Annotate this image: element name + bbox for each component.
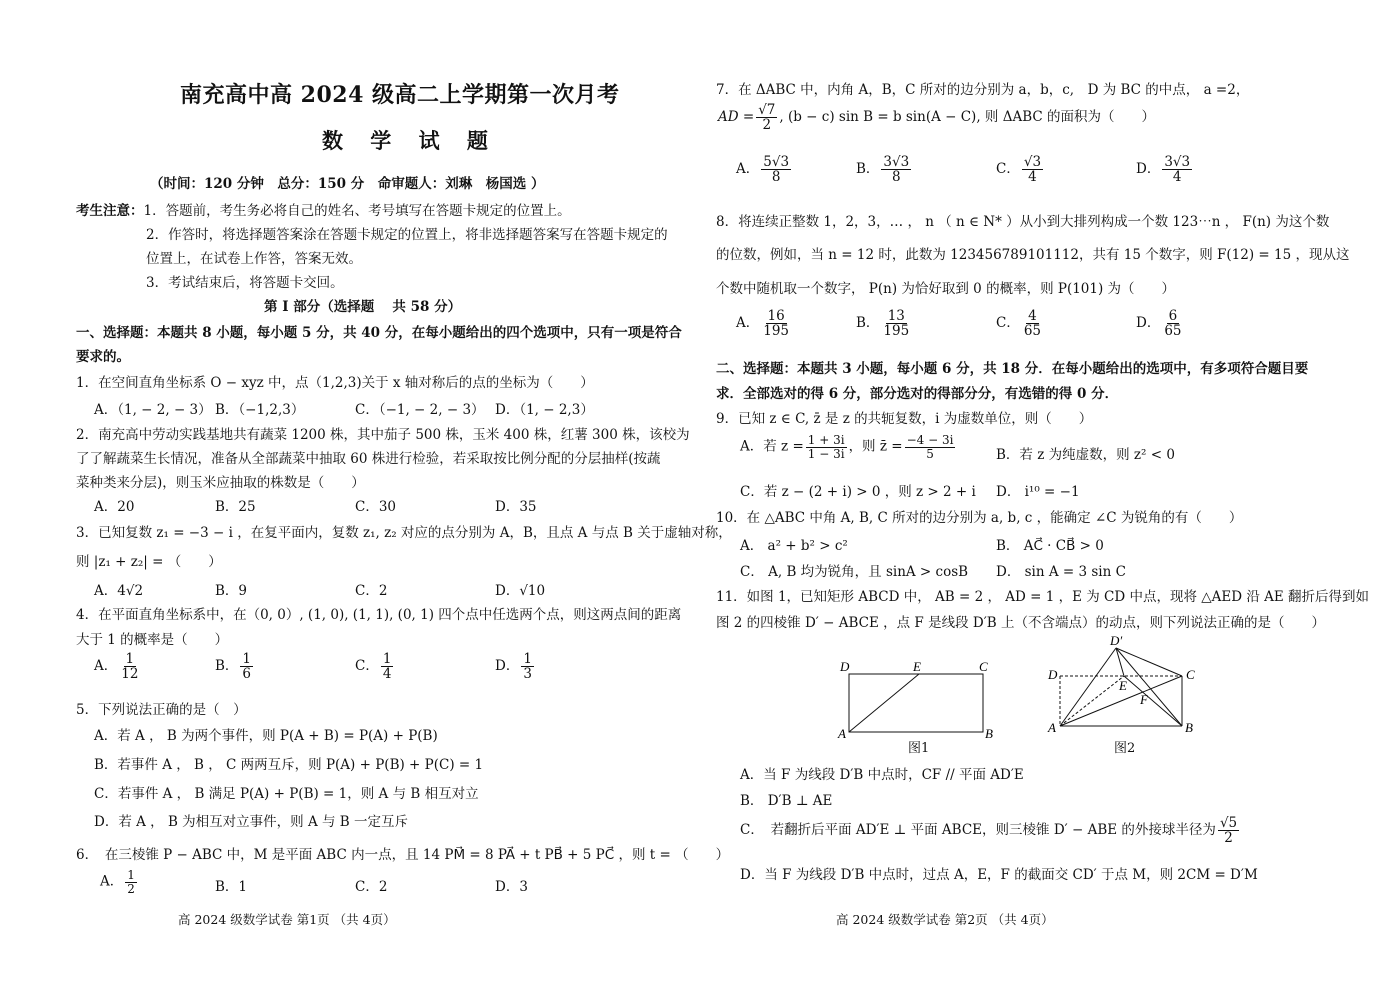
q7-option-d-num: 3√3 bbox=[1164, 154, 1191, 170]
q8-option-d-num: 6 bbox=[1168, 308, 1178, 324]
q5-option-c: C．若事件 A ， B 满足 P(A) + P(B) = 1，则 A 与 B 相互对立 bbox=[94, 786, 479, 802]
q3-option-a: A．4√2 bbox=[94, 583, 144, 599]
q4-option-b bbox=[215, 652, 255, 681]
q6-option-d: D．3 bbox=[495, 879, 528, 895]
q5-option-d: D．若 A ， B 为相互对立事件，则 A 与 B 一定互斥 bbox=[94, 814, 408, 830]
q11-line2: 图 2 的四棱锥 D′ − ABCE ，点 F 是线段 D′B 上（不含端点）的动点，则下列说法正确的是（ ） bbox=[716, 615, 1325, 631]
q6-option-a-label: A． bbox=[100, 873, 124, 890]
q4-option-c-num: 1 bbox=[382, 651, 392, 667]
q4-option-c-den: 4 bbox=[382, 666, 392, 683]
fig2-label-d: D bbox=[1048, 667, 1058, 682]
q9-option-a-pre: A．若 z = bbox=[740, 438, 804, 455]
section2-line2: 求．全部选对的得 6 分，部分选对的得部分分，有选错的得 0 分． bbox=[716, 386, 1119, 402]
q2-line3: 菜种类来分层)，则玉米应抽取的株数是（ ） bbox=[76, 475, 365, 491]
q7-option-a-den: 8 bbox=[771, 169, 781, 186]
q7-ad-den: 2 bbox=[762, 117, 772, 134]
fig1-label-c: C bbox=[979, 659, 988, 674]
q1-stem: 1．在空间直角坐标系 O − xyz 中，点（1,2,3)关于 x 轴对称后的点的坐标为（ ） bbox=[76, 375, 594, 391]
q8-option-d-label: D． bbox=[1136, 315, 1161, 332]
q7-option-b-label: B． bbox=[856, 161, 880, 178]
fig1-label-d: D bbox=[840, 659, 850, 674]
q8-option-d-den: 65 bbox=[1164, 323, 1182, 340]
q8-option-a-num: 16 bbox=[767, 308, 785, 324]
q8-line1: 8．将连续正整数 1，2，3，… ， n （ n ∈ N* ）从小到大排列构成一个数 123⋯n ， F(n) 为这个数 bbox=[716, 214, 1330, 230]
q11-option-a: A．当 F 为线段 D′B 中点时，CF // 平面 AD′E bbox=[740, 767, 1024, 783]
q8-option-c-den: 65 bbox=[1023, 323, 1042, 340]
q9-option-a bbox=[740, 434, 957, 460]
part1-heading: 第 I 部分（选择题 共 58 分） bbox=[264, 299, 462, 315]
q4-option-d bbox=[495, 652, 536, 681]
fig1-label-a: A bbox=[838, 726, 846, 741]
q5-option-b: B．若事件 A ， B ， C 两两互斥，则 P(A) + P(B) + P(C) = 1 bbox=[94, 757, 484, 773]
q4-option-b-num: 1 bbox=[242, 651, 252, 667]
fig1-label-e: E bbox=[913, 659, 921, 674]
section1-line1: 一、选择题：本题共 8 小题，每小题 5 分，共 40 分，在每小题给出的四个选项中，只有一项是符合 bbox=[76, 325, 682, 341]
q9-option-a-num: 1 + 3i bbox=[807, 433, 845, 447]
fig2-label-b: B bbox=[1185, 720, 1193, 735]
q8-option-c-label: C． bbox=[996, 315, 1020, 332]
q11-option-c-num: √5 bbox=[1219, 815, 1238, 831]
fig2-edge-dc bbox=[1116, 648, 1182, 676]
section1-line2: 要求的。 bbox=[76, 349, 130, 365]
q9-option-a-mid: ，则 z̄ = bbox=[848, 438, 903, 455]
q6-option-b: B．1 bbox=[215, 879, 248, 895]
q11-option-d: D．当 F 为线段 D′B 中点时，过点 A，E，F 的截面交 CD′ 于点 M，则 2CM = D′M bbox=[740, 867, 1258, 883]
q7-option-c bbox=[996, 155, 1045, 184]
q2-option-a: A．20 bbox=[94, 499, 135, 515]
fig2-edge-ae-dashed bbox=[1060, 676, 1124, 726]
footer-left: 高 2024 级数学试卷 第1页 （共 4页） bbox=[178, 912, 396, 927]
q8-line2: 的位数，例如，当 n = 12 时，此数为 123456789101112，共有 15 个数字，则 F(12) = 15 ，现从这 bbox=[716, 247, 1350, 263]
q7-option-d bbox=[1136, 155, 1194, 184]
notice-1: 1．答题前，考生务必将自己的姓名、考号填写在答题卡规定的位置上。 bbox=[143, 203, 571, 219]
q10-option-b: B． AC⃗ · CB⃗ > 0 bbox=[996, 538, 1104, 554]
fig2-label-a: A bbox=[1048, 720, 1056, 735]
q3-option-d: D．√10 bbox=[495, 583, 546, 599]
q11-line1: 11．如图 1，已知矩形 ABCD 中， AB = 2 ， AD = 1 ，E 为 CD 中点，现将 △AED 沿 AE 翻折后得到如 bbox=[716, 589, 1370, 605]
q9-stem: 9．已知 z ∈ C, z̄ 是 z 的共轭复数，i 为虚数单位，则（ ） bbox=[716, 411, 1093, 427]
q7-ad-num: √7 bbox=[758, 102, 776, 118]
q6-option-a-num: 1 bbox=[127, 868, 135, 882]
q5-stem: 5．下列说法正确的是（ ） bbox=[76, 702, 247, 718]
notice-label: 考生注意： bbox=[76, 203, 144, 219]
q2-line1: 2．南充高中劳动实践基地共有蔬菜 1200 株，其中茄子 500 株，玉米 400 株，红薯 300 株，该校为 bbox=[76, 427, 690, 443]
q8-option-a bbox=[736, 309, 793, 338]
notice-3: 3．考试结束后，将答题卡交回。 bbox=[146, 275, 344, 291]
q2-option-b: B．25 bbox=[215, 499, 256, 515]
notice-2b: 位置上，在试卷上作答，答案无效。 bbox=[146, 251, 362, 267]
q2-option-c: C．30 bbox=[355, 499, 397, 515]
q11-option-b: B． D′B ⊥ AE bbox=[740, 793, 833, 809]
q7-line2-rest: , (b − c) sin B = b sin(A − C), 则 ΔABC 的面积为（ ） bbox=[779, 109, 1155, 126]
fig2-label-d-prime: D′ bbox=[1110, 633, 1123, 648]
figure-2-caption: 图2 bbox=[1114, 741, 1136, 756]
q3-line2: 则 |z₁ + z₂| = （ ） bbox=[76, 554, 222, 570]
q4-line2: 大于 1 的概率是（ ） bbox=[76, 632, 229, 648]
q9-option-b: B．若 z 为纯虚数，则 z² < 0 bbox=[996, 447, 1175, 463]
q3-option-c: C．2 bbox=[355, 583, 388, 599]
q11-option-c-pre: C． 若翻折后平面 AD′E ⊥ 平面 ABCE，则三棱锥 D′ − ABE 的外接球半径为 bbox=[740, 822, 1216, 839]
q1-option-b: B．（−1,2,3） bbox=[215, 402, 305, 418]
figure-1-caption: 图1 bbox=[908, 741, 930, 756]
q3-option-b: B．9 bbox=[215, 583, 248, 599]
notice-block bbox=[76, 199, 571, 219]
q7-option-a-num: 5√3 bbox=[763, 154, 790, 170]
q9-option-d: D． i¹⁰ = −1 bbox=[996, 484, 1080, 500]
q7-option-c-num: √3 bbox=[1023, 154, 1042, 170]
q10-option-c: C． A, B 均为锐角，且 sinA > cosB bbox=[740, 564, 969, 580]
q9-option-a-den2: 5 bbox=[926, 446, 934, 461]
q7-line1: 7．在 ΔABC 中，内角 A，B，C 所对的边分别为 a，b，c, D 为 BC 的中点， a =2， bbox=[716, 82, 1250, 98]
q7-option-b bbox=[856, 155, 913, 184]
q8-option-b-label: B． bbox=[856, 315, 880, 332]
q7-option-b-num: 3√3 bbox=[883, 154, 910, 170]
q4-option-b-den: 6 bbox=[242, 666, 252, 683]
fig2-label-f: F bbox=[1140, 692, 1148, 707]
q7-option-a bbox=[736, 155, 793, 184]
q6-option-a bbox=[100, 869, 139, 895]
q4-option-d-label: D． bbox=[495, 658, 520, 675]
q8-option-c bbox=[996, 309, 1045, 338]
fig2-label-e: E bbox=[1119, 678, 1127, 693]
fig1-label-b: B bbox=[985, 726, 993, 741]
q6-option-a-den: 2 bbox=[127, 881, 135, 896]
q4-option-d-den: 3 bbox=[523, 666, 532, 683]
fig1-rectangle-shape bbox=[849, 674, 983, 732]
q7-option-b-den: 8 bbox=[892, 169, 901, 186]
q9-option-a-num2: −4 − 3i bbox=[906, 433, 954, 447]
q4-option-a-label: A． bbox=[94, 658, 118, 675]
footer-right: 高 2024 级数学试卷 第2页 （共 4页） bbox=[836, 912, 1054, 927]
q1-option-a: A．（1, − 2, − 3） bbox=[94, 402, 212, 418]
q7-ad-label: AD = bbox=[718, 109, 755, 126]
fig2-edge-eb bbox=[1124, 676, 1182, 726]
fig2-label-c: C bbox=[1186, 667, 1195, 682]
q11-option-c bbox=[740, 816, 1241, 845]
q2-line2: 了了解蔬菜生长情况，准备从全部蔬菜中抽取 60 株进行检验，若采取按比例分配的分层抽样(按蔬 bbox=[76, 451, 661, 467]
q8-line3: 个数中随机取一个数字， P(n) 为恰好取到 0 的概率，则 P(101) 为（ ） bbox=[716, 281, 1176, 297]
q7-option-c-label: C． bbox=[996, 161, 1020, 178]
q8-option-c-num: 4 bbox=[1028, 308, 1037, 324]
q1-option-d: D．（1, − 2,3） bbox=[495, 402, 594, 418]
exam-info: （时间：120 分钟 总分：150 分 命审题人：刘琳 杨国选 ） bbox=[150, 176, 545, 192]
q8-option-b-den: 195 bbox=[883, 323, 910, 340]
q5-option-a: A．若 A ， B 为两个事件，则 P(A + B) = P(A) + P(B) bbox=[94, 728, 438, 744]
q4-option-c-label: C． bbox=[355, 658, 379, 675]
q8-option-b-num: 13 bbox=[887, 308, 905, 324]
fig1-segment-ae bbox=[849, 674, 919, 732]
q3-line1: 3．已知复数 z₁ = −3 − i ，在复平面内，复数 z₁, z₂ 对应的点分别为 A，B，且点 A 与点 B 关于虚轴对称， bbox=[76, 525, 732, 541]
q10-option-d: D． sin A = 3 sin C bbox=[996, 564, 1126, 580]
q2-option-d: D．35 bbox=[495, 499, 537, 515]
q10-stem: 10．在 △ABC 中角 A, B, C 所对的边分别为 a, b, c ，能确定 ∠C 为锐角的有（ ） bbox=[716, 510, 1243, 526]
section2-line1: 二、选择题：本题共 3 小题，每小题 6 分，共 18 分．在每小题给出的选项中，有多项符合题目要 bbox=[716, 361, 1309, 377]
q7-option-d-label: D． bbox=[1136, 161, 1161, 178]
q4-option-a-den: 12 bbox=[121, 666, 139, 683]
q9-option-c: C．若 z − (2 + i) > 0 ，则 z > 2 + i bbox=[740, 484, 976, 500]
q4-option-b-label: B． bbox=[215, 658, 239, 675]
q4-option-c bbox=[355, 652, 395, 681]
q7-option-a-label: A． bbox=[736, 161, 760, 178]
q4-option-a-num: 1 bbox=[125, 651, 135, 667]
notice-2: 2．作答时，将选择题答案涂在答题卡规定的位置上，将非选择题答案写在答题卡规定的 bbox=[146, 227, 668, 243]
q7-line2 bbox=[718, 103, 1155, 132]
q4-line1: 4．在平面直角坐标系中，在（0, 0）, (1, 0), (1, 1), (0, 1) 四个点中任选两个点，则这两点间的距离 bbox=[76, 607, 682, 623]
q8-option-a-label: A． bbox=[736, 315, 760, 332]
q10-option-a: A． a² + b² > c² bbox=[740, 538, 848, 554]
exam-title: 南充高中高 2024 级高二上学期第一次月考 bbox=[180, 82, 620, 108]
figure-2-pyramid bbox=[1046, 632, 1206, 742]
q8-option-b bbox=[856, 309, 913, 338]
q9-option-a-den: 1 − 3i bbox=[807, 446, 845, 461]
exam-subtitle: 数 学 试 题 bbox=[322, 128, 498, 153]
q11-option-c-den: 2 bbox=[1224, 830, 1233, 847]
q4-option-a bbox=[94, 652, 142, 681]
q7-option-d-den: 4 bbox=[1172, 169, 1182, 186]
q6-stem: 6． 在三棱锥 P − ABC 中，M 是平面 ABC 内一点，且 14 PM⃗ = 8 PA⃗ + t PB⃗ + 5 PC⃗ ，则 t = （ ） bbox=[76, 847, 730, 863]
q6-option-c: C．2 bbox=[355, 879, 388, 895]
q7-option-c-den: 4 bbox=[1028, 169, 1037, 186]
q1-option-c: C．（−1, − 2, − 3） bbox=[355, 402, 485, 418]
q8-option-d bbox=[1136, 309, 1186, 338]
q4-option-d-num: 1 bbox=[523, 651, 532, 667]
q8-option-a-den: 195 bbox=[763, 323, 790, 340]
